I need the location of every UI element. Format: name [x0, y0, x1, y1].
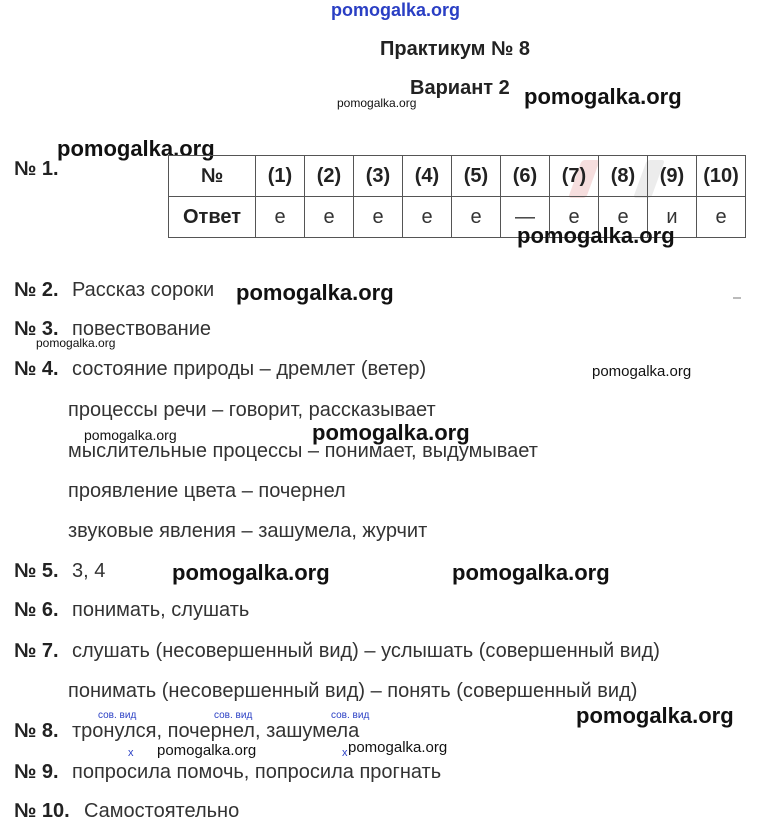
watermark: pomogalka.org [517, 223, 675, 248]
answer-cell: е [452, 197, 501, 238]
answer-7-line: понимать (несовершенный вид) – понять (совершенный вид) [68, 680, 638, 702]
watermark: pomogalka.org [172, 560, 330, 585]
question-number-4: № 4. [14, 358, 59, 380]
answer-cell: е [256, 197, 305, 238]
column-header: (10) [697, 156, 746, 197]
question-number-5: № 5. [14, 560, 59, 582]
answer-4-line: проявление цвета – почернел [68, 480, 346, 502]
column-header: (4) [403, 156, 452, 197]
watermark-medium: pomogalka.org [84, 427, 177, 443]
watermark-small: pomogalka.org [337, 96, 417, 110]
table-header-label: № [169, 156, 256, 197]
question-number-9: № 9. [14, 761, 59, 783]
answer-4-line: процессы речи – говорит, рассказывает [68, 399, 436, 421]
question-number-3: № 3. [14, 318, 59, 340]
answer-cell: е [697, 197, 746, 238]
watermark: pomogalka.org [524, 84, 682, 109]
answer-3: повествование [72, 318, 212, 340]
answer-5: 3, 4 [72, 560, 106, 582]
watermark-medium: pomogalka.org [157, 742, 257, 759]
answer-6: понимать, слушать [72, 599, 250, 621]
annotation-perfective: сов. вид [214, 710, 253, 721]
answer-4-line: мыслительные процессы – понимает, выдумывает [68, 440, 538, 462]
site-watermark-top: pomogalka.org [331, 0, 461, 20]
answer-10: Самостоятельно [84, 800, 240, 822]
question-number-2: № 2. [14, 279, 59, 301]
suffix-mark: х [342, 747, 348, 759]
column-header: (2) [305, 156, 354, 197]
watermark: pomogalka.org [312, 420, 470, 445]
watermark-small: pomogalka.org [36, 336, 116, 350]
answer-cell: е [550, 197, 599, 238]
answer-cell: е [599, 197, 648, 238]
column-header: (1) [256, 156, 305, 197]
table-header-row [169, 156, 746, 197]
column-header: (8) [599, 156, 648, 197]
annotation-perfective: сов. вид [331, 710, 370, 721]
variant-title: Вариант 2 [410, 77, 510, 99]
answer-7-line: слушать (несовершенный вид) – услышать (совершенный вид) [72, 640, 660, 662]
annotation-perfective: сов. вид [98, 710, 137, 721]
answer-4-line: состояние природы – дремлет (ветер) [72, 358, 427, 380]
watermark: pomogalka.org [576, 703, 734, 728]
question-number-7: № 7. [14, 640, 59, 662]
watermark: pomogalka.org [452, 560, 610, 585]
stray-mark [733, 297, 741, 299]
column-header: (9) [648, 156, 697, 197]
watermark-medium: pomogalka.org [592, 363, 692, 380]
table-answer-label: Ответ [169, 197, 256, 238]
column-header: (7) [550, 156, 599, 197]
answer-cell: и [648, 197, 697, 238]
watermark-medium: pomogalka.org [348, 739, 448, 756]
answer-cell: е [403, 197, 452, 238]
answer-cell: е [305, 197, 354, 238]
answer-9: попросила помочь, попросила прогнать [72, 761, 442, 783]
column-header: (6) [501, 156, 550, 197]
watermark: pomogalka.org [236, 280, 394, 305]
answer-8: тронулся, почернел, зашумела [72, 720, 360, 742]
question-number-8: № 8. [14, 720, 59, 742]
answer-cell: — [501, 197, 550, 238]
suffix-mark: х [128, 747, 134, 759]
answer-2: Рассказ сороки [72, 279, 215, 301]
answer-cell: е [354, 197, 403, 238]
watermark: pomogalka.org [57, 136, 215, 161]
column-header: (3) [354, 156, 403, 197]
answer-4-line: звуковые явления – зашумела, журчит [68, 520, 428, 542]
column-header: (5) [452, 156, 501, 197]
question-number-1: № 1. [14, 158, 59, 180]
page-title: Практикум № 8 [380, 38, 531, 60]
question-number-6: № 6. [14, 599, 59, 621]
question-number-10: № 10. [14, 800, 70, 822]
